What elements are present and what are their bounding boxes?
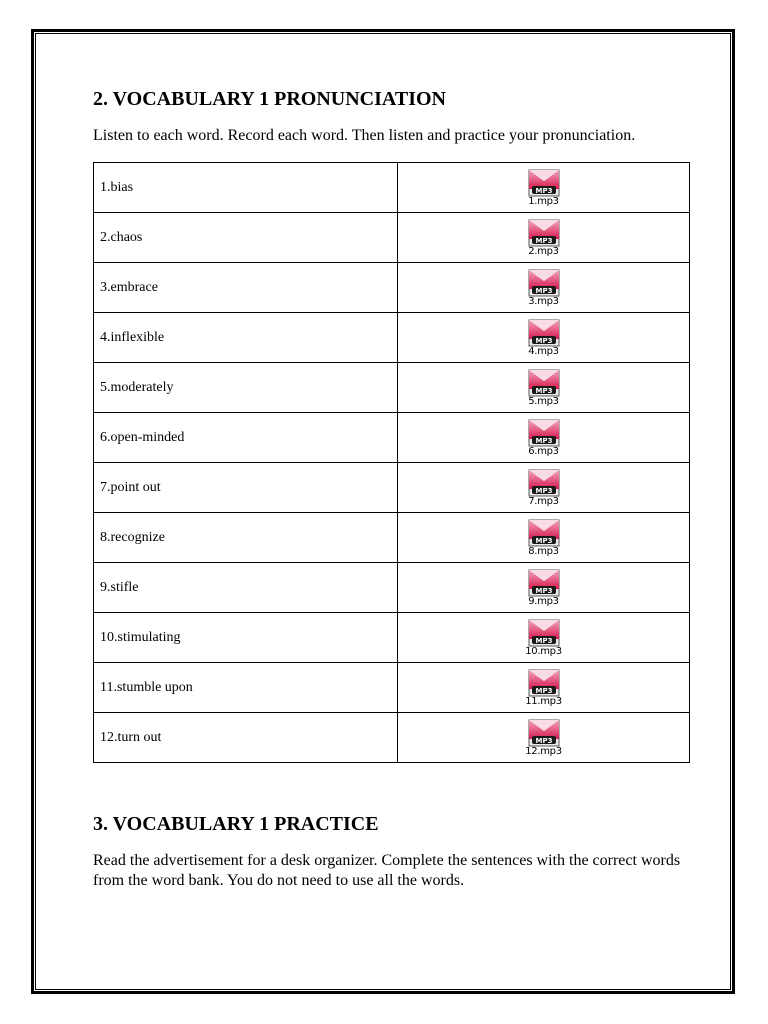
vocab-word: 5.moderately — [94, 363, 398, 413]
mp3-file-icon — [528, 569, 560, 597]
mp3-filename: 9.mp3 — [528, 596, 559, 607]
vocab-word: 6.open-minded — [94, 413, 398, 463]
mp3-filename: 12.mp3 — [525, 746, 562, 757]
svg-text:MP3: MP3 — [535, 687, 552, 695]
audio-cell — [398, 263, 690, 313]
svg-text:MP3: MP3 — [535, 287, 552, 295]
mp3-attachment[interactable] — [528, 169, 560, 207]
section-title: 3. VOCABULARY 1 PRACTICE — [93, 813, 379, 835]
mp3-attachment[interactable] — [528, 569, 560, 607]
mp3-file-icon — [528, 269, 560, 297]
mp3-attachment[interactable] — [528, 269, 560, 307]
svg-text:MP3: MP3 — [535, 587, 552, 595]
audio-cell — [398, 613, 690, 663]
audio-cell — [398, 363, 690, 413]
vocab-word: 11.stumble upon — [94, 663, 398, 713]
svg-text:MP3: MP3 — [535, 637, 552, 645]
mp3-attachment[interactable] — [525, 619, 562, 657]
mp3-file-icon — [528, 519, 560, 547]
mp3-filename: 3.mp3 — [528, 296, 559, 307]
audio-cell — [398, 313, 690, 363]
page-content — [93, 86, 690, 891]
mp3-attachment[interactable] — [528, 369, 560, 407]
mp3-filename: 2.mp3 — [528, 246, 559, 257]
mp3-filename: 10.mp3 — [525, 646, 562, 657]
vocab-word: 1.bias — [94, 163, 398, 213]
audio-cell — [398, 463, 690, 513]
mp3-attachment[interactable] — [528, 319, 560, 357]
mp3-file-icon — [528, 169, 560, 197]
table-row — [94, 713, 690, 763]
table-row — [94, 363, 690, 413]
mp3-file-icon — [528, 469, 560, 497]
section-instructions: Listen to each word. Record each word. Then listen and practice your pronunciation. — [93, 127, 636, 144]
svg-text:MP3: MP3 — [535, 487, 552, 495]
audio-cell — [398, 413, 690, 463]
mp3-filename: 8.mp3 — [528, 546, 559, 557]
table-row — [94, 313, 690, 363]
mp3-attachment[interactable] — [525, 719, 562, 757]
section-title: 2. VOCABULARY 1 PRONUNCIATION — [93, 88, 446, 110]
svg-text:MP3: MP3 — [535, 237, 552, 245]
mp3-file-icon — [528, 219, 560, 247]
svg-text:MP3: MP3 — [535, 737, 552, 745]
table-row — [94, 613, 690, 663]
vocabulary-table — [93, 162, 690, 763]
mp3-attachment[interactable] — [528, 219, 560, 257]
mp3-filename: 1.mp3 — [528, 196, 559, 207]
vocab-word: 3.embrace — [94, 263, 398, 313]
mp3-filename: 5.mp3 — [528, 396, 559, 407]
mp3-filename: 11.mp3 — [525, 696, 562, 707]
mp3-file-icon — [528, 619, 560, 647]
svg-text:MP3: MP3 — [535, 437, 552, 445]
mp3-file-icon — [528, 719, 560, 747]
vocab-word: 12.turn out — [94, 713, 398, 763]
mp3-file-icon — [528, 419, 560, 447]
audio-cell — [398, 513, 690, 563]
mp3-attachment[interactable] — [528, 469, 560, 507]
table-row — [94, 513, 690, 563]
svg-text:MP3: MP3 — [535, 187, 552, 195]
mp3-filename: 4.mp3 — [528, 346, 559, 357]
section-instructions: Read the advertisement for a desk organizer. Complete the sentences with the correct words from the word bank. You do not need to use all the words. — [93, 852, 681, 889]
svg-text:MP3: MP3 — [535, 387, 552, 395]
svg-text:MP3: MP3 — [535, 537, 552, 545]
table-row — [94, 213, 690, 263]
section-practice — [93, 811, 690, 891]
table-row — [94, 163, 690, 213]
section-pronunciation — [93, 86, 690, 763]
table-row — [94, 463, 690, 513]
vocab-word: 2.chaos — [94, 213, 398, 263]
mp3-attachment[interactable] — [528, 419, 560, 457]
vocab-word: 10.stimulating — [94, 613, 398, 663]
mp3-attachment[interactable] — [528, 519, 560, 557]
audio-cell — [398, 663, 690, 713]
audio-cell — [398, 213, 690, 263]
svg-text:MP3: MP3 — [535, 337, 552, 345]
vocab-word: 4.inflexible — [94, 313, 398, 363]
vocab-word: 9.stifle — [94, 563, 398, 613]
mp3-file-icon — [528, 319, 560, 347]
mp3-filename: 7.mp3 — [528, 496, 559, 507]
table-row — [94, 563, 690, 613]
audio-cell — [398, 163, 690, 213]
mp3-attachment[interactable] — [525, 669, 562, 707]
table-row — [94, 663, 690, 713]
table-row — [94, 263, 690, 313]
mp3-file-icon — [528, 369, 560, 397]
audio-cell — [398, 713, 690, 763]
table-row — [94, 413, 690, 463]
mp3-file-icon — [528, 669, 560, 697]
audio-cell — [398, 563, 690, 613]
vocab-word: 7.point out — [94, 463, 398, 513]
vocab-word: 8.recognize — [94, 513, 398, 563]
mp3-filename: 6.mp3 — [528, 446, 559, 457]
